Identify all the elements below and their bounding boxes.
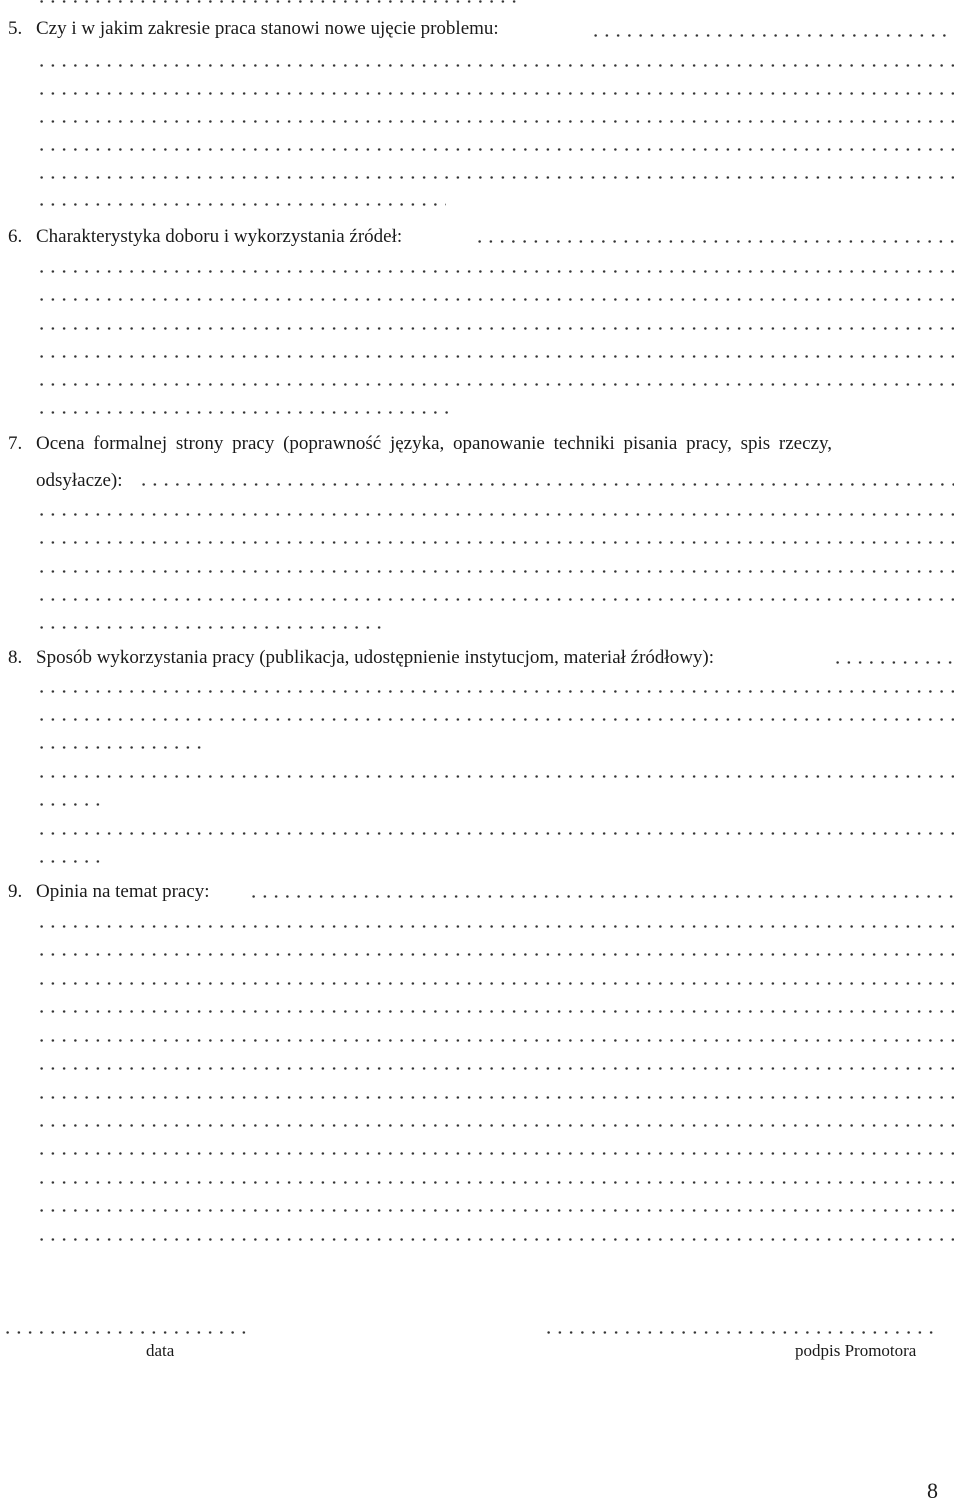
section-title: Sposób wykorzystania pracy (publikacja, udostępnienie instytucjom, materiał źródłowy):: [36, 647, 715, 668]
dotted-line: [36, 270, 954, 273]
dotted-line: [36, 626, 386, 629]
section-title: Ocena formalnej strony pracy (poprawność języka, opanowanie techniki pisania pracy, spis rzeczy,: [36, 433, 832, 454]
dotted-line: [36, 64, 954, 67]
dotted-line: [36, 832, 954, 835]
dotted-line: [36, 1039, 954, 1042]
section-title: Charakterystyka doboru i wykorzystania źródeł:: [36, 226, 403, 247]
dotted-line: [36, 0, 516, 3]
dotted-line: [474, 240, 954, 243]
date-signature-line: [2, 1331, 252, 1334]
section-number: 6.: [8, 226, 23, 247]
section-5-heading: [8, 18, 499, 40]
section-number: 9.: [8, 881, 23, 902]
dotted-line: [36, 541, 954, 544]
dotted-line: [590, 34, 954, 37]
dotted-line: [36, 860, 106, 863]
dotted-line: [36, 1124, 954, 1127]
dotted-line: [36, 1096, 954, 1099]
dotted-line: [36, 513, 954, 516]
section-6-heading: [8, 226, 402, 248]
section-7-heading: [8, 433, 832, 455]
dotted-line: [36, 1067, 954, 1070]
dotted-line: [36, 1238, 954, 1241]
dotted-line: [36, 92, 954, 95]
promoter-signature-line: [543, 1331, 933, 1334]
dotted-line: [36, 148, 954, 151]
section-9-heading: [8, 881, 210, 903]
dotted-line: [832, 661, 954, 664]
dotted-line: [36, 120, 954, 123]
dotted-line: [36, 355, 954, 358]
dotted-line: [36, 383, 954, 386]
dotted-line: [36, 1181, 954, 1184]
section-number: 7.: [8, 433, 23, 454]
section-7-heading-cont: [36, 470, 123, 492]
section-8-heading: [8, 647, 714, 669]
dotted-line: [36, 298, 954, 301]
date-label: data: [146, 1341, 175, 1360]
dotted-line: [36, 327, 954, 330]
promoter-signature-label: podpis Promotora: [795, 1341, 917, 1360]
dotted-line: [36, 176, 954, 179]
dotted-line: [36, 690, 954, 693]
dotted-line: [138, 483, 954, 486]
dotted-line: [36, 1152, 954, 1155]
dotted-line: [36, 1209, 954, 1212]
dotted-line: [36, 982, 954, 985]
dotted-line: [36, 803, 106, 806]
dotted-line: [36, 411, 456, 414]
section-title: Czy i w jakim zakresie praca stanowi nowe ujęcie problemu:: [36, 18, 499, 39]
section-title-continuation: odsyłacze):: [36, 470, 123, 491]
dotted-line: [36, 598, 954, 601]
dotted-line: [36, 570, 954, 573]
dotted-line: [36, 953, 954, 956]
dotted-line: [36, 203, 446, 206]
section-title: Opinia na temat pracy:: [36, 881, 210, 902]
section-number: 8.: [8, 647, 23, 668]
dotted-line: [36, 925, 954, 928]
dotted-line: [36, 746, 206, 749]
page-number: 8: [927, 1478, 938, 1503]
dotted-line: [248, 895, 954, 898]
dotted-line: [36, 718, 954, 721]
dotted-line: [36, 1010, 954, 1013]
section-number: 5.: [8, 18, 23, 39]
dotted-line: [36, 775, 954, 778]
